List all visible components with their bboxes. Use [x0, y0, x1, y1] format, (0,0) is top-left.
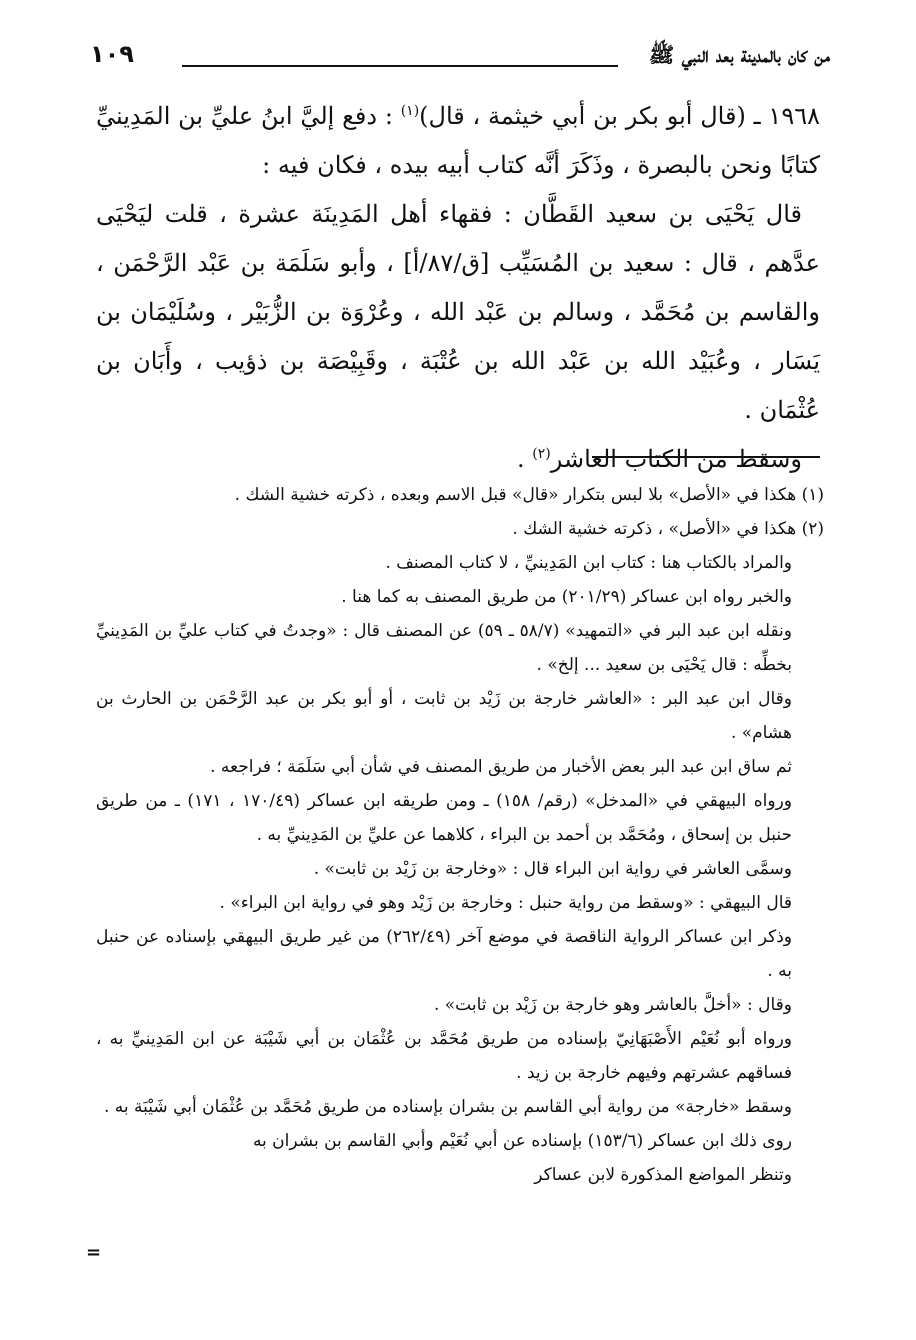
footnote-ref-1: (١) [400, 103, 420, 119]
entry-continuation: : دفع إليَّ ابنُ عليِّ بن المَدِينيِّ كتابًا ونحن بالبصرة ، وذَكَرَ أنَّه كتاب أبيه بيده ، فكان فيه : [96, 102, 820, 179]
header-rule [182, 65, 618, 67]
page-number: ١٠٩ [90, 40, 134, 68]
footnote-line: وذكر ابن عساكر الرواية الناقصة في موضع آخر (٢٦٢/٤٩) من غير طريق البيهقي بإسناده عن حنبل به . [96, 927, 792, 981]
entry-1968 [96, 92, 820, 190]
footnote-line: ثم ساق ابن عبد البر بعض الأخبار من طريق المصنف في شأن أبي سَلَمَة ؛ فراجعه . [210, 757, 792, 777]
omitted-text: وسقط من الكتاب العاشر [550, 445, 802, 473]
footnote-line: ورواه أبو نُعَيْم الأَصْبَهَانِيّ بإسناده من طريق مُحَمَّد بن عُثْمَان بن أبي شَيْبَة عن ابن المَدِينيِّ به ، فساقهم عشرتهم وفيهم خارجة بن زيد . [96, 1029, 792, 1083]
paragraph-omitted [96, 435, 820, 484]
footnote-line: وسمَّى العاشر في رواية ابن البراء قال : «وخارجة بن زَيْد بن ثابت» . [313, 859, 792, 879]
omitted-end: . [517, 445, 533, 473]
footnote-ref-2: (٢) [532, 446, 551, 462]
footnote-line: ونقله ابن عبد البر في «التمهيد» (٥٨/٧ ـ ٥٩) عن المصنف قال : «وجدتُ في كتاب عليِّ بن المَدِينيِّ بخطِّه : قال يَحْيَى بن سعيد ... إلخ» . [96, 621, 792, 675]
continuation-mark: = [86, 1242, 102, 1263]
footnote-line: قال البيهقي : «وسقط من رواية حنبل : وخارجة بن زَيْد وهو في رواية ابن البراء» . [219, 893, 792, 913]
footnote-line: وتنظر المواضع المذكورة لابن عساكر [534, 1165, 792, 1185]
footnote-line: والمراد بالكتاب هنا : كتاب ابن المَدِينيِّ ، لا كتاب المصنف . [385, 553, 792, 573]
footnotes [96, 478, 824, 1192]
page-header [90, 38, 830, 78]
footnote-line: (٢) هكذا في «الأصل» ، ذكرته خشية الشك . [512, 519, 824, 539]
footnote-line: والخبر رواه ابن عساكر (٢٠١/٢٩) من طريق المصنف به كما هنا . [341, 587, 792, 607]
main-text [96, 92, 820, 484]
footnote-line: وسقط «خارجة» من رواية أبي القاسم بن بشران بإسناده من طريق مُحَمَّد بن عُثْمَان أبي شَيْبَة به . [103, 1097, 792, 1117]
footnote-line: ورواه البيهقي في «المدخل» (رقم/ ١٥٨) ـ ومن طريقه ابن عساكر (١٧٠/٤٩ ، ١٧١) ـ من طريق حنبل بن إسحاق ، ومُحَمَّد بن أحمد بن البراء ، كلاهما عن عليِّ بن المَدِينيِّ به . [96, 791, 792, 845]
footnote-line: وقال ابن عبد البر : «العاشر خارجة بن زَيْد بن ثابت ، أو أبو بكر بن عبد الرَّحْمَن بن الحارث بن هشام» . [96, 689, 792, 743]
running-title: من كان بالمدينة بعد النبي ﷺ [648, 42, 830, 67]
paragraph-jurists: قال يَحْيَى بن سعيد القَطَّان : فقهاء أهل المَدِينَة عشرة ، قلت ليَحْيَى عدَّهم ، قال : سعيد بن المُسَيِّب [ق/٨٧/أ] ، وأبو سَلَمَة بن عَبْد الرَّحْمَن ، والقاسم بن مُحَمَّد ، وسالم بن عَبْد الله ، وعُرْوَة بن الزُّبَيْر ، وسُلَيْمَان بن يَسَار ، وعُبَيْد الله بن عَبْد الله بن عُتْبَة ، وقَبِيْصَة بن ذؤيب ، وأَبَان بن عُثْمَان . [96, 200, 820, 424]
entry-opening: ١٩٦٨ ـ (قال أبو بكر بن أبي خيثمة ، قال) [419, 102, 820, 130]
footnote-line: (١) هكذا في «الأصل» بلا لبس بتكرار «قال» قبل الاسم وبعده ، ذكرته خشية الشك . [234, 485, 824, 505]
footnote-line: وقال : «أخلَّ بالعاشر وهو خارجة بن زَيْد بن ثابت» . [433, 995, 792, 1015]
footnote-line: روى ذلك ابن عساكر (١٥٣/٦) بإسناده عن أبي نُعَيْم وأبي القاسم بن بشران به [252, 1131, 792, 1151]
footnote-separator [592, 456, 820, 458]
